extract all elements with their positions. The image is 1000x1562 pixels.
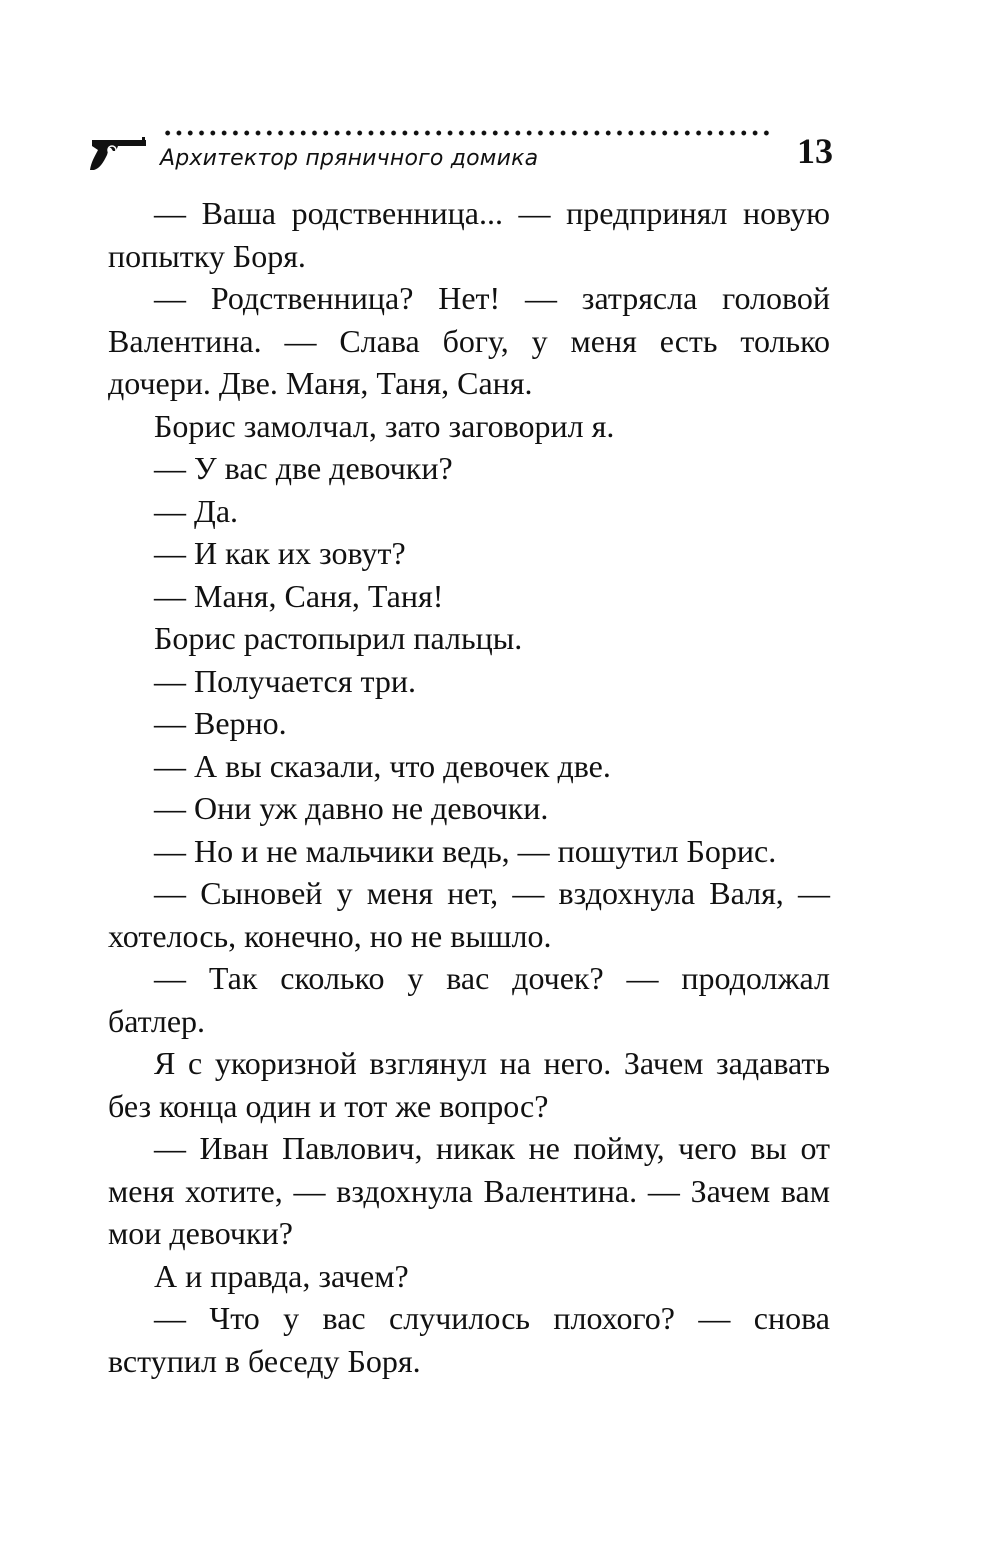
paragraph: — Маня, Саня, Таня! xyxy=(154,577,444,614)
paragraph: Я с укоризной взглянул на него. Зачем задавать без конца один и тот же вопрос? xyxy=(108,1045,830,1124)
paragraph: — Ваша родственница... — предпринял новую попытку Боря. xyxy=(108,195,830,274)
paragraph: — Что у вас случилось плохого? — снова вступил в беседу Боря. xyxy=(108,1300,830,1379)
paragraph: Борис замолчал, зато заговорил я. xyxy=(154,407,615,444)
running-header xyxy=(88,128,833,178)
paragraph: — Иван Павлович, никак не пойму, чего вы от меня хотите, — вздохнула Валентина. — Зачем вам мои девочки? xyxy=(108,1130,830,1251)
paragraph: — У вас две девочки? xyxy=(154,450,453,486)
paragraph: — Получается три. xyxy=(154,662,416,699)
paragraph: — И как их зовут? xyxy=(154,535,406,571)
paragraph: — Но и не мальчики ведь, — пошутил Борис. xyxy=(154,832,777,869)
body-text xyxy=(108,192,830,1382)
paragraph: — Сыновей у меня нет, — вздохнула Валя, — хотелось, конечно, но не вышло. xyxy=(108,875,830,954)
paragraph: — Родственница? Нет! — затрясла головой Валентина. — Слава богу, у меня есть только дочери. Две. Маня, Таня, Саня. xyxy=(108,280,830,401)
paragraph: — Так сколько у вас дочек? — продолжал батлер. xyxy=(108,960,830,1039)
paragraph: А и правда, зачем? xyxy=(154,1257,409,1294)
paragraph: — А вы сказали, что девочек две. xyxy=(154,747,611,784)
paragraph: Борис растопырил пальцы. xyxy=(154,620,523,656)
paragraph: — Да. xyxy=(154,492,239,529)
page-number: 13 xyxy=(797,131,833,171)
running-title: Архитектор пряничного домика xyxy=(160,146,539,171)
paragraph: — Верно. xyxy=(154,705,287,741)
paragraph: — Они уж давно не девочки. xyxy=(154,790,549,826)
revolver-icon xyxy=(88,132,150,172)
dotted-rule xyxy=(162,130,774,136)
